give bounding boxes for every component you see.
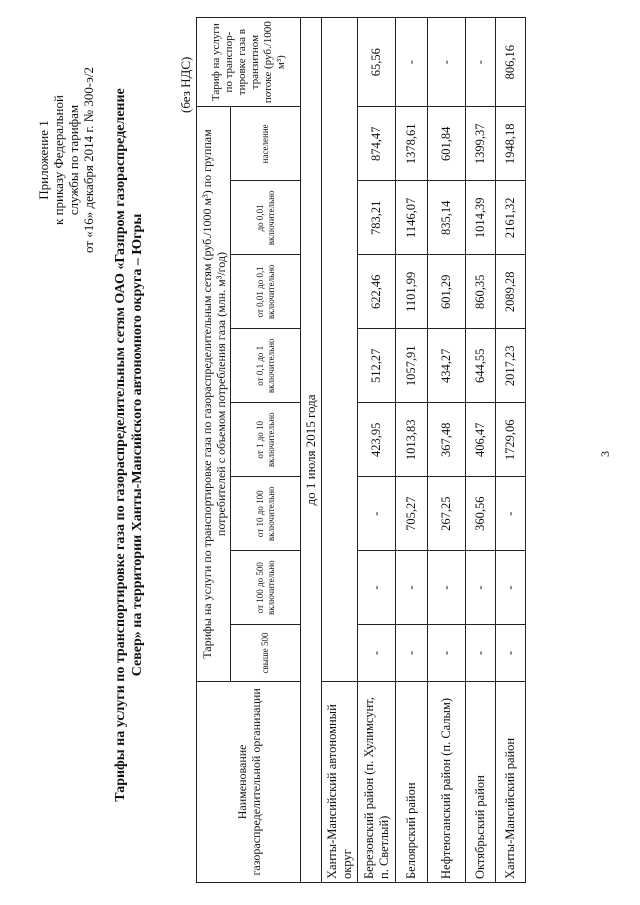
- row-value-cell: 1399,37: [466, 107, 496, 181]
- row-value-cell: 267,25: [428, 477, 466, 551]
- tariff-table: [196, 17, 526, 883]
- row-value-cell: -: [396, 625, 428, 682]
- row-value-cell: -: [396, 18, 428, 107]
- table-row: [358, 18, 396, 883]
- row-value-cell: 783,21: [358, 181, 396, 255]
- row-value-cell: 2017,23: [496, 329, 526, 403]
- row-value-cell: 601,84: [428, 107, 466, 181]
- row-value-cell: -: [358, 477, 396, 551]
- header-group: до 0,01 включительно: [231, 181, 301, 255]
- row-value-cell: 1146,07: [396, 181, 428, 255]
- table-row: [496, 18, 526, 883]
- row-value-cell: 65,56: [358, 18, 396, 107]
- row-value-cell: -: [358, 551, 396, 625]
- row-value-cell: 406,47: [466, 403, 496, 477]
- row-value-cell: 1101,99: [396, 255, 428, 329]
- region-blank-cell: [322, 18, 358, 682]
- table-row: [428, 18, 466, 883]
- row-value-cell: -: [428, 18, 466, 107]
- region-label: Ханты-Мансийский автономный округ: [322, 681, 358, 882]
- page-number: 3: [598, 451, 612, 457]
- approval-line: Приложение 1: [36, 120, 51, 200]
- table-row: [466, 18, 496, 883]
- row-value-cell: 835,14: [428, 181, 466, 255]
- header-group: от 100 до 500 включительно: [231, 551, 301, 625]
- row-value-cell: 512,27: [358, 329, 396, 403]
- row-org-name: Белоярский район: [396, 681, 428, 882]
- header-transit: Тариф на услуги по транспор-тировке газа в транзитном потоке (руб./1000 м³): [197, 18, 301, 107]
- row-value-cell: 1378,61: [396, 107, 428, 181]
- title-line: Тарифы на услуги по транспортировке газа по газораспределительным сетям ОАО «Газпром газораспределение: [113, 88, 128, 802]
- header-tariff-groups: Тарифы на услуги по транспортировке газа по газораспределительным сетям (руб./1000 м³) по группам потребителей с объемом потребления газа (млн. м³/год): [197, 107, 231, 681]
- document-title: [112, 45, 146, 845]
- row-value-cell: 622,46: [358, 255, 396, 329]
- row-value-cell: 2161,32: [496, 181, 526, 255]
- row-value-cell: 806,16: [496, 18, 526, 107]
- data-rows: [358, 18, 526, 883]
- header-group: население: [231, 107, 301, 181]
- header-group: от 1 до 10 включительно: [231, 403, 301, 477]
- row-value-cell: -: [466, 551, 496, 625]
- row-value-cell: 644,55: [466, 329, 496, 403]
- row-value-cell: 874,47: [358, 107, 396, 181]
- row-org-name: Ханты-Мансийский район: [496, 681, 526, 882]
- row-value-cell: 434,27: [428, 329, 466, 403]
- row-value-cell: -: [466, 625, 496, 682]
- row-value-cell: 2089,28: [496, 255, 526, 329]
- row-value-cell: -: [496, 477, 526, 551]
- title-line: Север» на территории Ханты-Мансийского автономного округа – Югры: [130, 213, 145, 677]
- row-value-cell: 1014,39: [466, 181, 496, 255]
- row-value-cell: -: [428, 625, 466, 682]
- row-value-cell: 601,29: [428, 255, 466, 329]
- row-value-cell: 360,56: [466, 477, 496, 551]
- header-group: от 0,1 до 1 включительно: [231, 329, 301, 403]
- row-value-cell: 1729,06: [496, 403, 526, 477]
- approval-line: службы по тарифам: [66, 104, 81, 216]
- row-org-name: Березовский район (п. Хулимсунт, п. Светлый): [358, 681, 396, 882]
- row-value-cell: 705,27: [396, 477, 428, 551]
- row-value-cell: -: [466, 18, 496, 107]
- row-value-cell: 367,48: [428, 403, 466, 477]
- approval-line: от «16» декабря 2014 г. № 300-э/2: [81, 67, 96, 253]
- row-value-cell: 1013,83: [396, 403, 428, 477]
- header-group: свыше 500: [231, 625, 301, 682]
- row-value-cell: -: [396, 551, 428, 625]
- row-org-name: Нефтеюганский район (п. Салым): [428, 681, 466, 882]
- row-org-name: Октябрьский район: [466, 681, 496, 882]
- row-value-cell: -: [496, 551, 526, 625]
- approval-block: [36, 15, 96, 305]
- row-value-cell: 1948,18: [496, 107, 526, 181]
- header-org: Наименование газораспределительной организации: [197, 681, 301, 882]
- header-group: от 0,01 до 0,1 включительно: [231, 255, 301, 329]
- row-value-cell: -: [428, 551, 466, 625]
- row-value-cell: -: [496, 625, 526, 682]
- header-group: от 10 до 100 включительно: [231, 477, 301, 551]
- row-value-cell: 860,35: [466, 255, 496, 329]
- row-value-cell: -: [358, 625, 396, 682]
- period-row: до 1 июля 2015 года: [301, 18, 322, 883]
- row-value-cell: 1057,91: [396, 329, 428, 403]
- table-row: [396, 18, 428, 883]
- row-value-cell: 423,95: [358, 403, 396, 477]
- approval-line: к приказу Федеральной: [51, 95, 66, 225]
- vat-note: (без НДС): [178, 56, 193, 113]
